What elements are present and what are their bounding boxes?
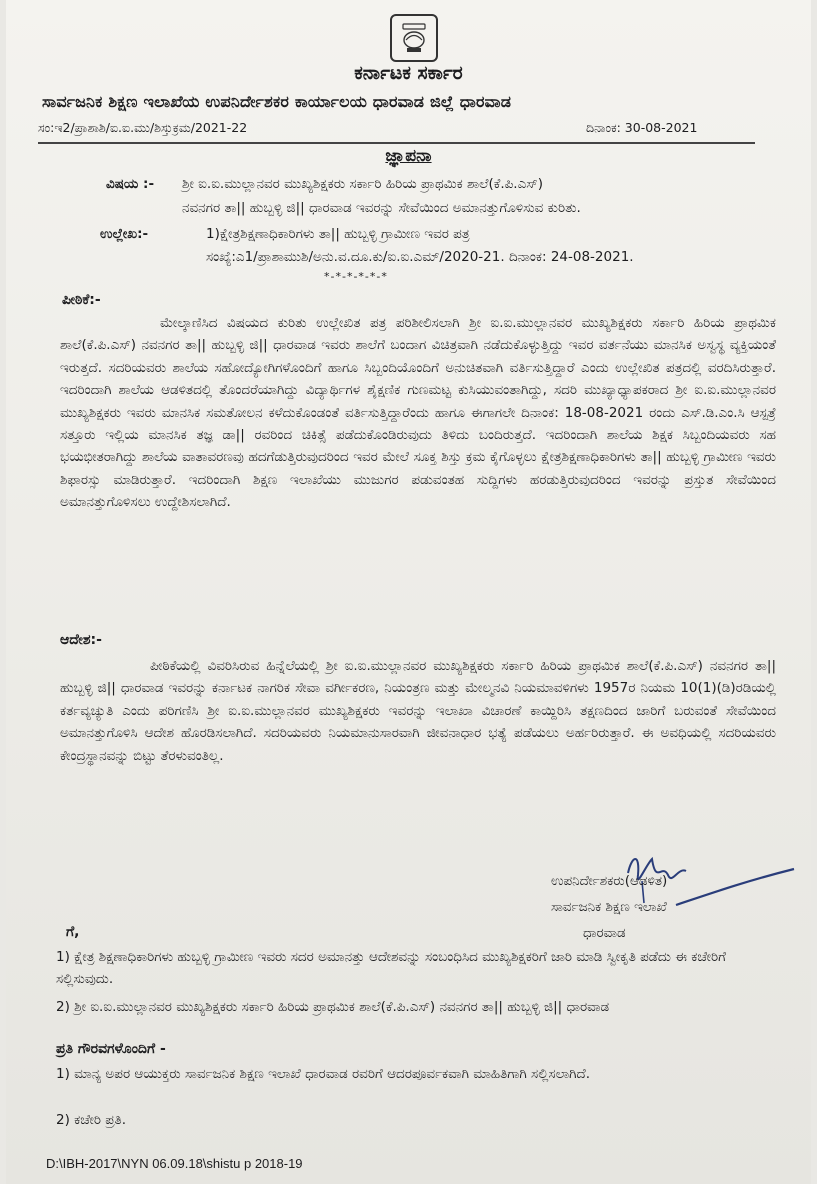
signatory-department: ಸಾರ್ವಜನಿಕ ಶಿಕ್ಷಣ ಇಲಾಖೆ bbox=[551, 899, 667, 915]
subject-line-1: ಶ್ರೀ ಐ.ಐ.ಮುಲ್ಲಾನವರ ಮುಖ್ಯಶಿಕ್ಷಕರು ಸರ್ಕಾರಿ ಹಿರಿಯ ಪ್ರಾಥಮಿಕ ಶಾಲೆ(ಕೆ.ಪಿ.ಎಸ್) bbox=[182, 176, 544, 192]
preamble-body: ಮೇಲ್ಕಾಣಿಸಿದ ವಿಷಯದ ಕುರಿತು ಉಲ್ಲೇಖಿತ ಪತ್ರ ಪರಿಶೀಲಿಸಲಾಗಿ ಶ್ರೀ ಐ.ಐ.ಮುಲ್ಲಾನವರ ಮುಖ್ಯಶಿಕ್ಷಕರು ಸರ್ಕಾರಿ ಹಿರಿಯ ಪ್ರಾಥಮಿಕ ಶಾಲೆ(ಕೆ.ಪಿ.ಎಸ್) ನವನಗರ ತಾ|| ಹುಬ್ಬಳ್ಳಿ ಜಿ|| ಧಾರವಾಡ ಇವರು ಶಾಲೆಗೆ ಬಂದಾಗ ವಿಚಿತ್ರವಾಗಿ ನಡೆದುಕೊಳ್ಳುತ್ತಿದ್ದು ಇವರ ವರ್ತನೆಯು ಮಾನಸಿಕ ಅಸ್ವಸ್ಥ ವ್ಯಕ್ತಿಯಂತೆ ಇರುತ್ತದೆ. ಸದರಿಯವರು ಶಾಲೆಯ ಸಹೋದ್ಯೋಗಿಗಳೊಂದಿಗೆ ಹಾಗೂ ಸಿಬ್ಬಂದಿಯೊಂದಿಗೆ ಅನುಚಿತವಾಗಿ ವರ್ತಿಸುತ್ತಿದ್ದಾರೆ ಎಂದು ಉಲ್ಲೇಖಿತ ಪತ್ರದಲ್ಲಿ ವರದಿಸಿರುತ್ತಾರೆ. ಇದರಿಂದಾಗಿ ಶಾಲೆಯ ಆಡಳಿತದಲ್ಲಿ ತೊಂದರೆಯಾಗಿದ್ದು ವಿದ್ಯಾರ್ಥಿಗಳ ಶೈಕ್ಷಣಿಕ ಗುಣಮಟ್ಟ ಕುಸಿಯುವಂತಾಗಿದ್ದು, ಸದರಿ ಮುಖ್ಯಾಧ್ಯಾಪಕರಾದ ಶ್ರೀ ಐ.ಐ.ಮುಲ್ಲಾನವರ ಮುಖ್ಯಶಿಕ್ಷಕರು ಇವರು ಮಾನಸಿಕ ಸಮತೋಲನ ಕಳೆದುಕೊಂಡಂತೆ ವರ್ತಿಸುತ್ತಿದ್ದಾರೆಂದು ಹಾಗೂ ಈಗಾಗಲೇ ದಿನಾಂಕ: 18-08-2021 ರಂದು ಎಸ್.ಡಿ.ಎಂ.ಸಿ ಆಸ್ಪತ್ರೆ ಸತ್ತೂರು ಇಲ್ಲಿಯ ಮಾನಸಿಕ ತಜ್ಞ ಡಾ|| ರವರಿಂದ ಚಿಕಿತ್ಸೆ ಪಡೆದುಕೊಂಡಿರುವುದು ತಿಳಿದು ಬಂದಿರುತ್ತದೆ. ಇದರಿಂದಾಗಿ ಶಾಲೆಯ ಶಿಕ್ಷಕ ಸಿಬ್ಬಂದಿಯವರು ಸಹ ಭಯಭೀತರಾಗಿದ್ದು ಶಾಲೆಯ ವಾತಾವರಣವು ಹದಗೆಡುತ್ತಿರುವುದರಿಂದ ಇವರ ಮೇಲೆ ಸೂಕ್ತ ಶಿಸ್ತು ಕ್ರಮ ಕೈಗೊಳ್ಳಲು ಕ್ಷೇತ್ರಶಿಕ್ಷಣಾಧಿಕಾರಿಗಳು ತಾ|| ಹುಬ್ಬಳ್ಳಿ ಗ್ರಾಮೀಣ ಇವರು ಶಿಫಾರಸ್ಸು ಮಾಡಿರುತ್ತಾರೆ. ಇದರಿಂದಾಗಿ ಶಿಕ್ಷಣ ಇಲಾಖೆಯು ಮುಜುಗರ ಪಡುವಂತಹ ಸುದ್ದಿಗಳು ಹರಡುತ್ತಿರುವುದರಿಂದ ಇವರನ್ನು ಪ್ರಸ್ತುತ ಸೇವೆಯಿಂದ ಅಮಾನತ್ತುಗೊಳಿಸಲು ಉದ್ದೇಶಿಸಲಾಗಿದೆ. bbox=[60, 315, 776, 511]
subject-line-2: ನವನಗರ ತಾ|| ಹುಬ್ಬಳ್ಳಿ ಜಿ|| ಧಾರವಾಡ ಇವರನ್ನು ಸೇವೆಯಿಂದ ಅಮಾನತ್ತುಗೊಳಿಸುವ ಕುರಿತು. bbox=[182, 200, 581, 216]
reference-number: ಸಂ:ಇ2/ಪ್ರಾಶಾಶಿ/ಐ.ಐ.ಮು/ಶಿಸ್ತುಕ್ರಮ/2021-22 bbox=[38, 120, 248, 135]
header-divider bbox=[38, 142, 755, 144]
government-title: ಕರ್ನಾಟಕ ಸರ್ಕಾರ bbox=[354, 62, 463, 84]
copy-item-2: 2) ಕಚೇರಿ ಪ್ರತಿ. bbox=[56, 1112, 126, 1128]
preamble-heading: ಪೀಠಿಕೆ:- bbox=[62, 292, 101, 308]
document-date: ದಿನಾಂಕ: 30-08-2021 bbox=[586, 120, 698, 135]
subject-label: ವಿಷಯ :- bbox=[106, 176, 155, 192]
karnataka-emblem-icon bbox=[390, 14, 438, 62]
separator: *-*-*-*-*-* bbox=[324, 270, 388, 283]
notice-title: ಜ್ಞಾಪನಾ bbox=[385, 146, 432, 166]
signature-block bbox=[551, 868, 667, 946]
order-body: ಪೀಠಿಕೆಯಲ್ಲಿ ವಿವರಿಸಿರುವ ಹಿನ್ನೆಲೆಯಲ್ಲಿ ಶ್ರೀ ಐ.ಐ.ಮುಲ್ಲಾನವರ ಮುಖ್ಯಶಿಕ್ಷಕರು ಸರ್ಕಾರಿ ಹಿರಿಯ ಪ್ರಾಥಮಿಕ ಶಾಲೆ(ಕೆ.ಪಿ.ಎಸ್) ನವನಗರ ತಾ|| ಹುಬ್ಬಳ್ಳಿ ಜಿ|| ಧಾರವಾಡ ಇವರನ್ನು ಕರ್ನಾಟಕ ನಾಗರಿಕ ಸೇವಾ ವರ್ಗೀಕರಣ, ನಿಯಂತ್ರಣ ಮತ್ತು ಮೇಲ್ಮನವಿ ನಿಯಮಾವಳಿಗಳು 1957ರ ನಿಯಮ 10(1)(ಡಿ)ರಡಿಯಲ್ಲಿ ಕರ್ತವ್ಯಚ್ಯುತಿ ಎಂದು ಪರಿಗಣಿಸಿ ಶ್ರೀ ಐ.ಐ.ಮುಲ್ಲಾನವರ ಮುಖ್ಯಶಿಕ್ಷಕರು ಇವರನ್ನು ಇಲಾಖಾ ವಿಚಾರಣೆ ಕಾಯ್ದಿರಿಸಿ ತಕ್ಷಣದಿಂದ ಜಾರಿಗೆ ಬರುವಂತೆ ಸೇವೆಯಿಂದ ಅಮಾನತ್ತುಗೊಳಿಸಿ ಆದೇಶ ಹೊರಡಿಸಲಾಗಿದೆ. ಸದರಿಯವರು ನಿಯಮಾನುಸಾರವಾಗಿ ಜೀವನಾಧಾರ ಭತ್ಯೆ ಪಡೆಯಲು ಅರ್ಹರಿರುತ್ತಾರೆ. ಈ ಅವಧಿಯಲ್ಲಿ ಸದರಿಯವರು ಕೇಂದ್ರಸ್ಥಾನವನ್ನು ಬಿಟ್ಟು ತೆರಳುವಂತಿಲ್ಲ. bbox=[60, 658, 776, 764]
recipient-item-2: 2) ಶ್ರೀ ಐ.ಐ.ಮುಲ್ಲಾನವರ ಮುಖ್ಯಶಿಕ್ಷಕರು ಸರ್ಕಾರಿ ಹಿರಿಯ ಪ್ರಾಥಮಿಕ ಶಾಲೆ(ಕೆ.ಪಿ.ಎಸ್) ನವನಗರ ತಾ|| ಹುಬ್ಬಳ್ಳಿ ಜಿ|| ಧಾರವಾಡ bbox=[56, 999, 610, 1015]
document-page bbox=[6, 0, 811, 1184]
reference-line-1: 1)ಕ್ಷೇತ್ರಶಿಕ್ಷಣಾಧಿಕಾರಿಗಳು ತಾ|| ಹುಬ್ಬಳ್ಳಿ ಗ್ರಾಮೀಣ ಇವರ ಪತ್ರ bbox=[206, 226, 470, 242]
signatory-location: ಧಾರವಾಡ bbox=[583, 925, 626, 941]
recipient-item-1: 1) ಕ್ಷೇತ್ರ ಶಿಕ್ಷಣಾಧಿಕಾರಿಗಳು ಹುಬ್ಬಳ್ಳಿ ಗ್ರಾಮೀಣ ಇವರು ಸದರ ಅಮಾನತ್ತು ಆದೇಶವನ್ನು ಸಂಬಂಧಿಸಿದ ಮುಖ್ಯಶಿಕ್ಷಕರಿಗೆ ಜಾರಿ ಮಾಡಿ ಸ್ವೀಕೃತಿ ಪಡೆದು ಈ ಕಚೇರಿಗೆ ಸಲ್ಲಿಸುವುದು. bbox=[56, 949, 726, 987]
order-heading: ಆದೇಶ:- bbox=[60, 632, 102, 648]
copies-label: ಪ್ರತಿ ಗೌರವಗಳೊಂದಿಗೆ - bbox=[56, 1041, 166, 1057]
office-title: ಸಾರ್ವಜನಿಕ ಶಿಕ್ಷಣ ಇಲಾಖೆಯ ಉಪನಿರ್ದೇಶಕರ ಕಾರ್ಯಾಲಯ ಧಾರವಾಡ ಜಿಲ್ಲೆ ಧಾರವಾಡ bbox=[42, 92, 512, 111]
signatory-designation: ಉಪನಿರ್ದೇಶಕರು(ಆಡಳಿತ) bbox=[551, 873, 668, 889]
reference-label: ಉಲ್ಲೇಖ:- bbox=[100, 226, 149, 242]
recipients-label: ಗೆ, bbox=[66, 924, 80, 940]
reference-line-2: ಸಂಖ್ಯೆ:ಎ1/ಪ್ರಾಶಾಮುಶಿ/ಅನು.ವ.ದೂ.ಕು/ಐ.ಐ.ಎಮ್/2020-21. ದಿನಾಂಕ: 24-08-2021. bbox=[206, 249, 634, 265]
file-path-footer: D:\IBH-2017\NYN 06.09.18\shistu p 2018-19 bbox=[46, 1156, 303, 1171]
copy-item-1: 1) ಮಾನ್ಯ ಅಪರ ಆಯುಕ್ತರು ಸಾರ್ವಜನಿಕ ಶಿಕ್ಷಣ ಇಲಾಖೆ ಧಾರವಾಡ ರವರಿಗೆ ಆದರಪೂರ್ವಕವಾಗಿ ಮಾಹಿತಿಗಾಗಿ ಸಲ್ಲಿಸಲಾಗಿದೆ. bbox=[56, 1066, 591, 1082]
